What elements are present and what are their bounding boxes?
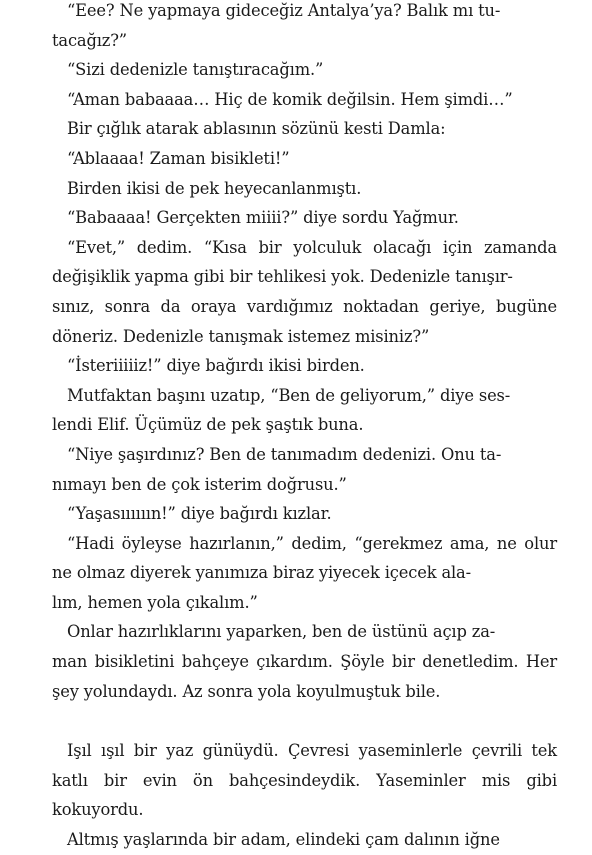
section-break <box>52 706 557 736</box>
paragraph: Bir çığlık atarak ablasının sözünü kesti Damla: <box>67 119 446 139</box>
paragraph: “İsteriiiiiz!” diye bağırdı ikisi birden. <box>67 356 365 376</box>
paragraph: Altmış yaşlarında bir adam, elindeki çam dalının iğne <box>67 830 500 850</box>
paragraph: “Evet,” dedim. “Kısa bir yolculuk olacağı için zamanda değişiklik yapma gibi bir tehlikesi yok. Dedenizle tanışır- sınız, sonra da oraya vardığımız noktadan geriye, bugüne döneriz. Dedenizle tanışmak istemez misiniz?” <box>52 237 557 346</box>
paragraph: Onlar hazırlıklarını yaparken, ben de üstünü açıp za- man bisikletini bahçeye çıkardım. Şöyle bir denetledim. Her şey yolundaydı. Az sonra yola koyulmuştuk bile. <box>52 622 557 701</box>
paragraph: “Babaaaa! Gerçekten miiii?” diye sordu Yağmur. <box>67 208 459 228</box>
paragraph: “Niye şaşırdınız? Ben de tanımadım dedenizi. Onu ta- nımayı ben de çok isterim doğrusu.” <box>52 444 502 494</box>
paragraph: Işıl ışıl bir yaz günüydü. Çevresi yaseminlerle çevrili tek katlı bir evin ön bahçesindeydik. Yaseminler mis gibi kokuyordu. <box>52 741 557 820</box>
paragraph: “Ablaaaa! Zaman bisikleti!” <box>67 148 290 168</box>
paragraph: “Hadi öyleyse hazırlanın,” dedim, “gerekmez ama, ne olur ne olmaz diyerek yanımıza biraz yiyecek içecek ala- lım, hemen yola çıkalım.” <box>52 533 557 612</box>
paragraph: “Sizi dedenizle tanıştıracağım.” <box>67 60 324 80</box>
paragraph: Birden ikisi de pek heyecanlanmıştı. <box>67 178 362 198</box>
paragraph: “Aman babaaaa… Hiç de komik değilsin. Hem şimdi…” <box>67 89 513 109</box>
paragraph: Mutfaktan başını uzatıp, “Ben de geliyorum,” diye ses- lendi Elif. Üçümüz de pek şaştık buna. <box>52 385 511 435</box>
book-page <box>52 0 557 855</box>
paragraph: “Eee? Ne yapmaya gideceğiz Antalya’ya? Balık mı tu- tacağız?” <box>52 1 501 50</box>
paragraph: “Yaşasıııııın!” diye bağırdı kızlar. <box>67 504 332 524</box>
